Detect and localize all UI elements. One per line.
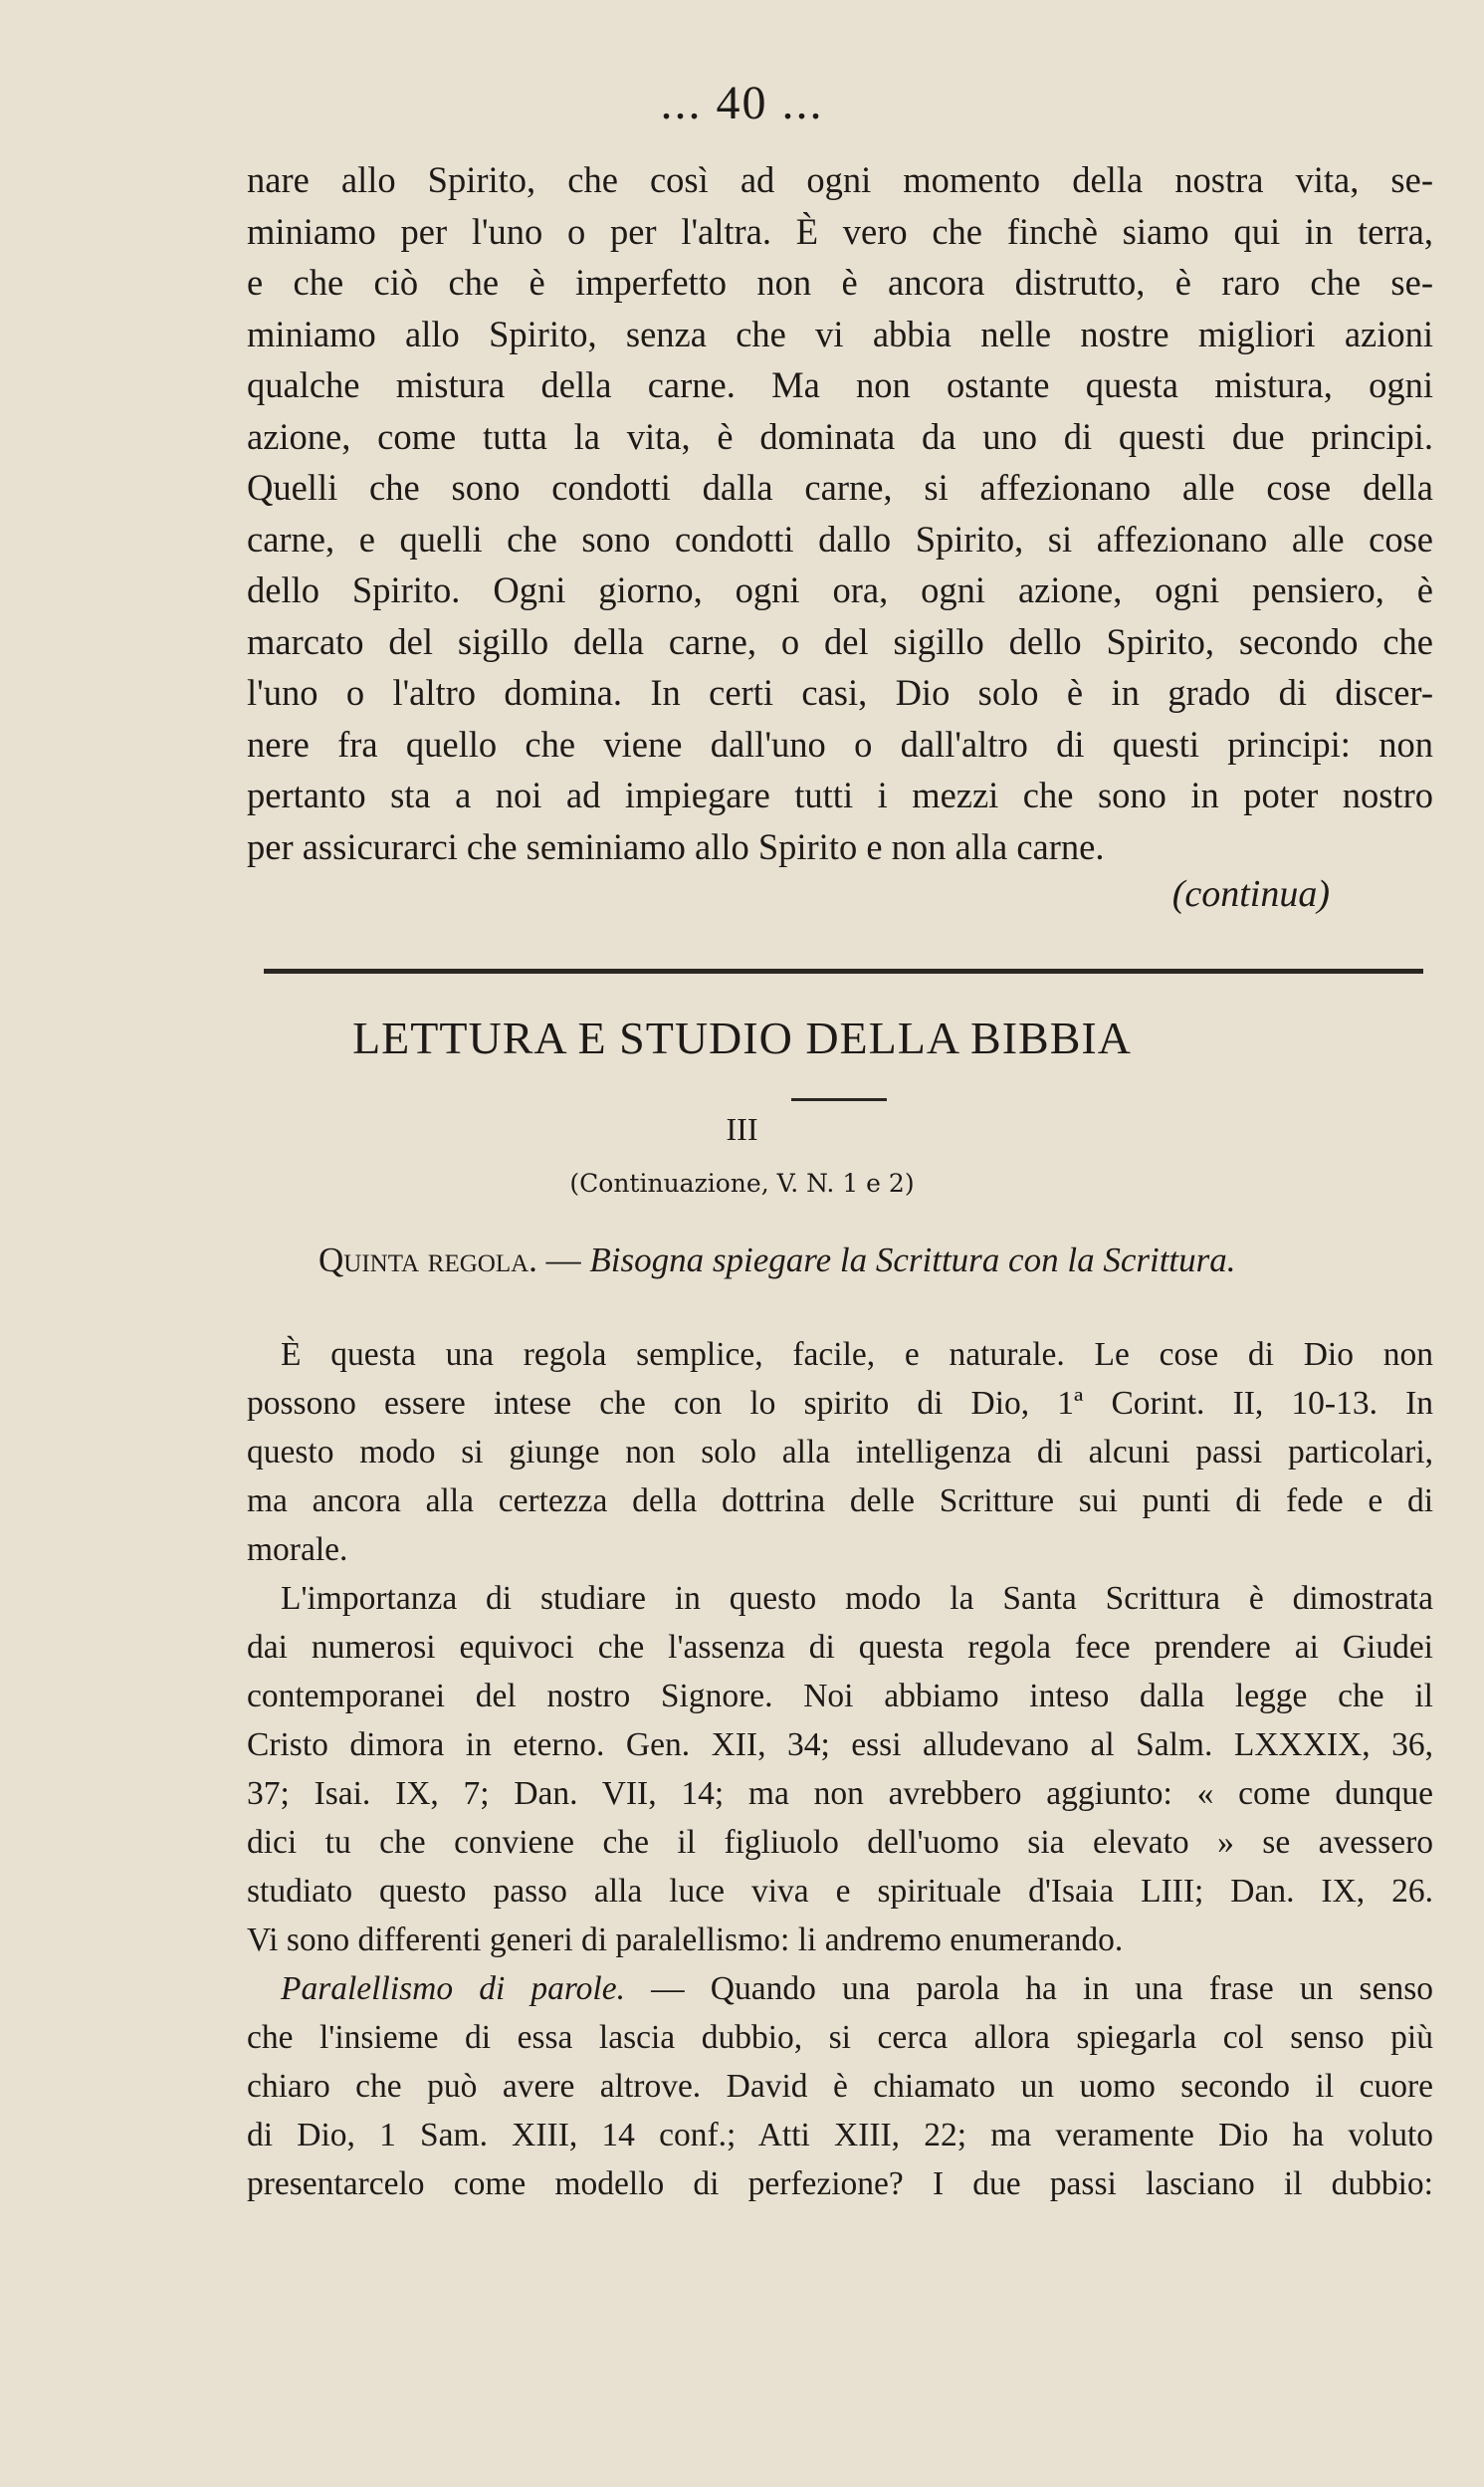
section-number: III xyxy=(726,1111,758,1147)
rule-label: Quinta regola. xyxy=(318,1241,537,1279)
line-text: chiaro che può avere altrove. David è chiamato un uomo secondo il cuore xyxy=(247,2068,1433,2105)
text-line: marcato del sigillo della carne, o del sigillo dello Spirito, secondo che xyxy=(247,620,1433,662)
text-line: l'uno o l'altro domina. In certi casi, Dio solo è in grado di discer- xyxy=(247,672,1433,713)
text-line xyxy=(247,1720,1433,1769)
text-line xyxy=(247,1330,1433,1379)
text-line xyxy=(247,1525,1433,1574)
text-line xyxy=(247,1867,1433,1916)
text-line xyxy=(247,1818,1433,1867)
section-divider xyxy=(264,969,1423,974)
text-line: miniamo allo Spirito, senza che vi abbia nelle nostre migliori azioni xyxy=(247,313,1433,354)
line-text: presentarcelo come modello di perfezione? I due passi lasciano il dubbio: xyxy=(247,2165,1433,2202)
text-line xyxy=(247,2111,1433,2159)
line-text: ma ancora alla certezza della dottrina delle Scritture sui punti di fede e di xyxy=(247,1482,1433,1519)
line-text: Vi sono differenti generi di paralellismo: li andremo enumerando. xyxy=(247,1922,1124,1958)
line-text: possono essere intese che con lo spirito di Dio, 1ª Corint. II, 10-13. In xyxy=(247,1385,1433,1422)
section-title: LETTURA E STUDIO DELLA BIBBIA xyxy=(352,1013,1132,1063)
line-text: questo modo si giunge non solo alla intelligenza di alcuni passi particolari, xyxy=(247,1434,1433,1470)
body-text xyxy=(247,1330,1433,2208)
line-text: È questa una regola semplice, facile, e naturale. Le cose di Dio non xyxy=(281,1336,1433,1373)
line-text: di Dio, 1 Sam. XIII, 14 conf.; Atti XIII, 22; ma veramente Dio ha voluto xyxy=(247,2117,1433,2153)
continuation-note: (Continuazione, V. N. 1 e 2) xyxy=(569,1169,915,1198)
line-text: studiato questo passo alla luce viva e spirituale d'Isaia LIII; Dan. IX, 26. xyxy=(247,1873,1433,1910)
text-line xyxy=(247,2159,1433,2208)
text-line xyxy=(247,1672,1433,1720)
text-line: dello Spirito. Ogni giorno, ogni ora, ogni azione, ogni pensiero, è xyxy=(247,569,1433,610)
text-line xyxy=(247,1379,1433,1428)
paragraph-continuation xyxy=(247,154,1433,872)
text-line: miniamo per l'uno o per l'altra. È vero che finchè siamo qui in terra, xyxy=(247,210,1433,252)
text-line: e che ciò che è imperfetto non è ancora distrutto, è raro che se- xyxy=(247,262,1433,303)
line-text: 37; Isai. IX, 7; Dan. VII, 14; ma non avrebbero aggiunto: « come dunque xyxy=(247,1775,1433,1812)
text-line: qualche mistura della carne. Ma non ostante questa mistura, ogni xyxy=(247,364,1433,405)
rule-heading xyxy=(318,1241,1236,1280)
text-line xyxy=(247,1476,1433,1525)
line-text: L'importanza di studiare in questo modo la Santa Scrittura è dimostrata xyxy=(281,1580,1433,1617)
text-line xyxy=(247,1623,1433,1672)
text-line: per assicurarci che seminiamo allo Spirito e non alla carne. xyxy=(247,825,1105,867)
line-text: che l'insieme di essa lascia dubbio, si cerca allora spiegarla col senso più xyxy=(247,2019,1433,2056)
text-line: carne, e quelli che sono condotti dallo Spirito, si affezionano alle cose xyxy=(247,518,1433,560)
title-underline xyxy=(791,1098,887,1101)
text-line: azione, come tutta la vita, è dominata da uno di questi due principi. xyxy=(247,415,1433,457)
line-text: morale. xyxy=(247,1531,348,1568)
rule-text: Bisogna spiegare la Scrittura con la Scrittura. xyxy=(589,1241,1236,1279)
paragraph-lead: Paralellismo di parole. xyxy=(281,1970,625,2007)
text-line xyxy=(247,1574,1433,1623)
text-line xyxy=(247,1428,1433,1476)
line-text: contemporanei del nostro Signore. Noi abbiamo inteso dalla legge che il xyxy=(247,1678,1433,1714)
line-text: dici tu che conviene che il figliuolo dell'uomo sia elevato » se avessero xyxy=(247,1824,1433,1861)
rule-dash: — xyxy=(536,1241,590,1279)
text-line xyxy=(247,1769,1433,1818)
text-line xyxy=(247,2013,1433,2062)
text-line xyxy=(247,1916,1433,1964)
text-line xyxy=(247,2062,1433,2111)
page-number: ... 40 ... xyxy=(660,77,824,129)
text-line: nere fra quello che viene dall'uno o dall'altro di questi principi: non xyxy=(247,723,1433,765)
line-text: Cristo dimora in eterno. Gen. XII, 34; essi alludevano al Salm. LXXXIX, 36, xyxy=(247,1726,1433,1763)
continua-note: (continua) xyxy=(1171,873,1330,915)
line-text: dai numerosi equivoci che l'assenza di questa regola fece prendere ai Giudei xyxy=(247,1629,1433,1666)
line-text: — Quando una parola ha in una frase un senso xyxy=(625,1970,1433,2007)
text-line: pertanto sta a noi ad impiegare tutti i mezzi che sono in poter nostro xyxy=(247,775,1433,815)
text-line xyxy=(247,1964,1433,2013)
text-line: Quelli che sono condotti dalla carne, si affezionano alle cose della xyxy=(247,467,1433,508)
text-line: nare allo Spirito, che così ad ogni momento della nostra vita, se- xyxy=(247,159,1433,200)
